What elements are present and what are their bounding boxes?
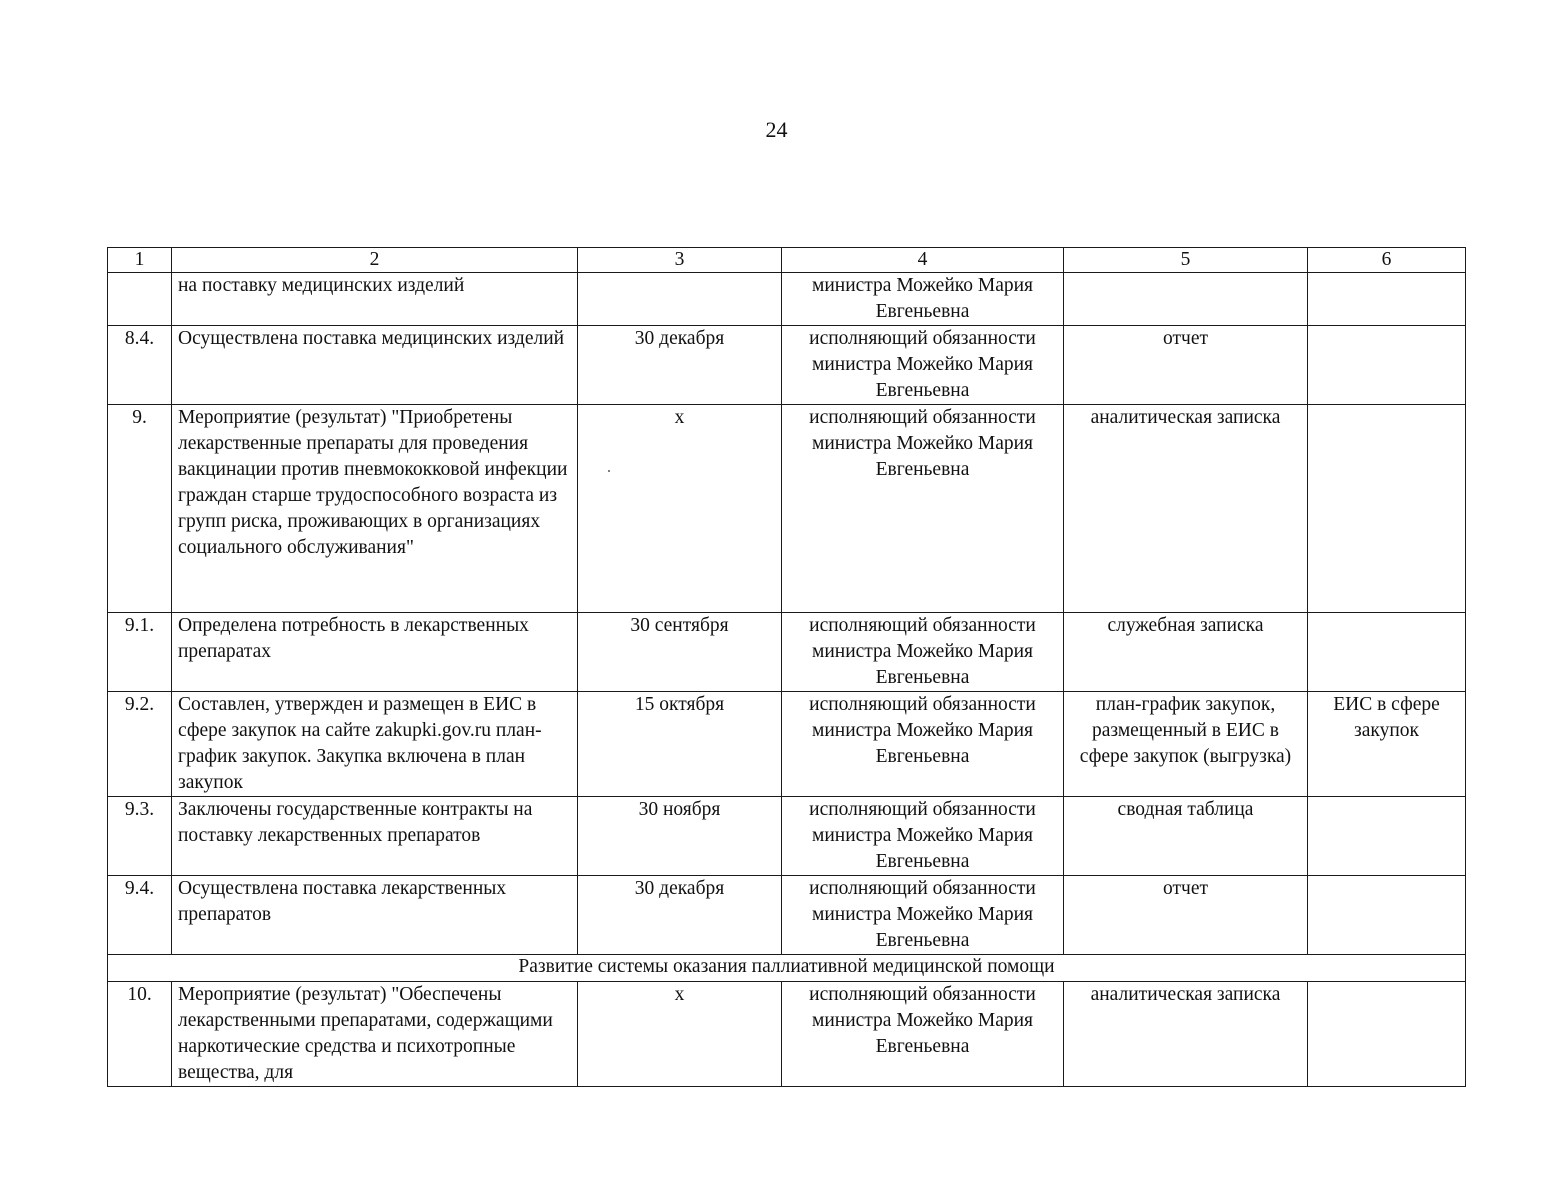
row-source [1308,273,1466,326]
table-row [108,613,1466,692]
table-row [108,797,1466,876]
column-header: 5 [1064,248,1308,273]
row-source [1308,876,1466,955]
row-number: 9.1. [108,613,172,692]
column-header: 6 [1308,248,1466,273]
row-document: аналитическая записка [1064,982,1308,1087]
row-deadline: 30 сентября [578,613,782,692]
row-description: Составлен, утвержден и размещен в ЕИС в сфере закупок на сайте zakupki.gov.ru план-график закупок. Закупка включена в план закупок [172,692,578,797]
row-source [1308,797,1466,876]
row-number: 8.4. [108,326,172,405]
table-row [108,692,1466,797]
row-responsible: исполняющий обязанности министра Можейко Мария Евгеньевна [782,405,1064,613]
row-number: 9.4. [108,876,172,955]
row-document: план-график закупок, размещенный в ЕИС в сфере закупок (выгрузка) [1064,692,1308,797]
table-row [108,273,1466,326]
row-source [1308,405,1466,613]
row-number [108,273,172,326]
table-row [108,982,1466,1087]
row-responsible: исполняющий обязанности министра Можейко Мария Евгеньевна [782,613,1064,692]
row-document [1064,273,1308,326]
column-header: 4 [782,248,1064,273]
row-document: аналитическая записка [1064,405,1308,613]
row-deadline: х [578,405,782,613]
row-description: Заключены государственные контракты на поставку лекарственных препаратов [172,797,578,876]
column-header: 2 [172,248,578,273]
row-deadline: 30 декабря [578,326,782,405]
row-source [1308,613,1466,692]
row-source [1308,982,1466,1087]
row-document: отчет [1064,326,1308,405]
row-deadline: 15 октября [578,692,782,797]
table-header-row [108,248,1466,273]
column-header: 3 [578,248,782,273]
row-number: 9. [108,405,172,613]
row-number: 10. [108,982,172,1087]
page-number: 24 [765,117,788,142]
row-responsible: исполняющий обязанности министра Можейко Мария Евгеньевна [782,692,1064,797]
column-header: 1 [108,248,172,273]
row-description: Определена потребность в лекарственных препаратах [172,613,578,692]
row-number: 9.2. [108,692,172,797]
section-row [108,955,1466,982]
row-description: на поставку медицинских изделий [172,273,578,326]
row-document: служебная записка [1064,613,1308,692]
table-row [108,405,1466,613]
row-deadline: 30 ноября [578,797,782,876]
row-responsible: министра Можейко Мария Евгеньевна [782,273,1064,326]
row-description: Осуществлена поставка лекарственных препаратов [172,876,578,955]
row-responsible: исполняющий обязанности министра Можейко Мария Евгеньевна [782,876,1064,955]
row-deadline: х [578,982,782,1087]
row-deadline [578,273,782,326]
table-row [108,876,1466,955]
row-source [1308,326,1466,405]
row-responsible: исполняющий обязанности министра Можейко Мария Евгеньевна [782,797,1064,876]
row-number: 9.3. [108,797,172,876]
row-responsible: исполняющий обязанности министра Можейко Мария Евгеньевна [782,982,1064,1087]
row-document: отчет [1064,876,1308,955]
row-deadline: 30 декабря [578,876,782,955]
row-description: Мероприятие (результат) "Приобретены лекарственные препараты для проведения вакцинации против пневмококковой инфекции граждан старше трудоспособного возраста из групп риска, проживающих в организациях социального обслуживания" [172,405,578,613]
measures-table [107,247,1466,1087]
row-source: ЕИС в сфере закупок [1308,692,1466,797]
row-description: Осуществлена поставка медицинских изделий [172,326,578,405]
section-title: Развитие системы оказания паллиативной медицинской помощи [108,955,1466,982]
scan-speck [608,470,610,472]
table-row [108,326,1466,405]
row-document: сводная таблица [1064,797,1308,876]
row-description: Мероприятие (результат) "Обеспечены лекарственными препаратами, содержащими наркотические средства и психотропные вещества, для [172,982,578,1087]
row-responsible: исполняющий обязанности министра Можейко Мария Евгеньевна [782,326,1064,405]
